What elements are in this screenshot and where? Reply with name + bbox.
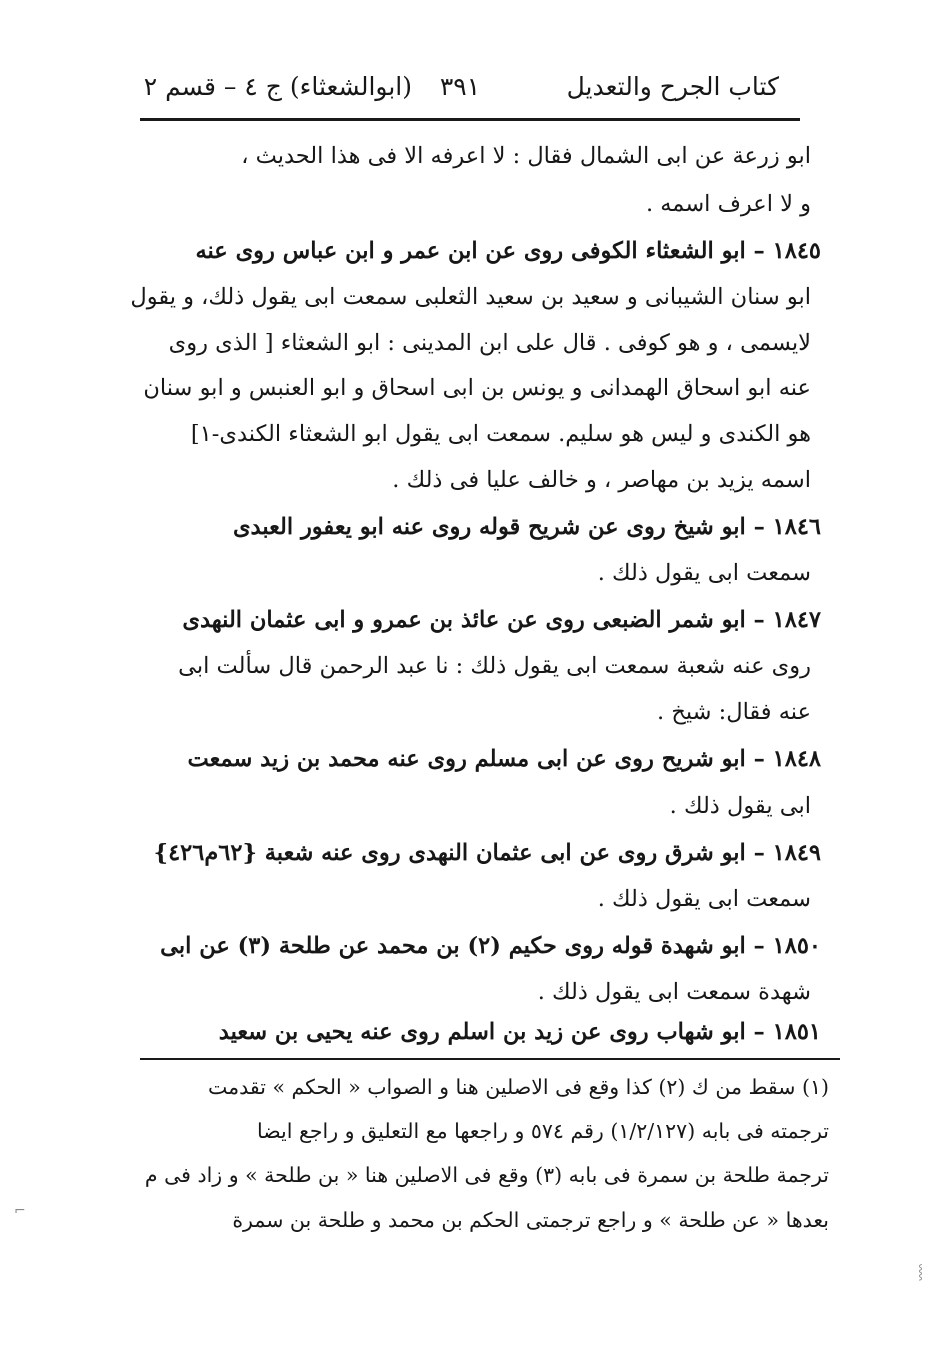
- entry-1848-line: ١٨٤٨ – ابو شريح روى عن ابى مسلم روى عنه محمد بن زيد سمعت: [187, 746, 821, 772]
- body-line: و لا اعرف اسمه .: [645, 191, 811, 217]
- entry-1849-line: ١٨٤٩ – ابو شرق روى عن ابى عثمان النهدى روى عنه شعبة {٦٢م٤٢٦}: [153, 840, 821, 866]
- footnote-rule: [140, 1058, 840, 1060]
- footnote-line: (١) سقط من ك (٢) كذا وقع فى الاصلين هنا و الصواب « الحكم » تقدمت: [208, 1075, 829, 1099]
- body-line: هو الكندى و ليس هو سليم. سمعت ابى يقول ابو الشعثاء الكندى-١]: [190, 421, 811, 447]
- entry-1850-line: ١٨٥٠ – ابو شهدة قوله روى حكيم (٢) بن محمد عن طلحة (٣) عن ابى: [160, 933, 821, 959]
- body-line: عنه ابو اسحاق الهمدانى و يونس بن ابى اسحاق و ابو العنبس و ابو سنان: [143, 375, 811, 401]
- body-line: سمعت ابى يقول ذلك .: [597, 886, 811, 912]
- body-line: شهدة سمعت ابى يقول ذلك .: [537, 979, 811, 1005]
- book-title: كتاب الجرح والتعديل: [566, 72, 779, 101]
- body-line: ابو زرعة عن ابى الشمال فقال : لا اعرفه الا فى هذا الحديث ،: [241, 143, 811, 169]
- footnote-line: ترجمته فى بابه (١/٢/١٢٧) رقم ٥٧٤ و راجعها مع التعليق و راجع ايضا: [257, 1119, 829, 1143]
- entry-1847-line: ١٨٤٧ – ابو شمر الضبعى روى عن عائذ بن عمرو و ابى عثمان النهدى: [182, 607, 821, 633]
- body-line: اسمه يزيد بن مهاصر ، و خالف عليا فى ذلك .: [392, 467, 811, 493]
- footnote-line: بعدها « عن طلحة » و راجع ترجمتى الحكم بن محمد و طلحة بن سمرة: [232, 1208, 829, 1232]
- body-line: عنه فقال: شيخ .: [657, 699, 811, 725]
- page-number: ٣٩١: [439, 72, 481, 101]
- header-rule: [140, 118, 800, 121]
- entry-1851-line: ١٨٥١ – ابو شهاب روى عن زيد بن اسلم روى عنه يحيى بن سعيد: [218, 1019, 821, 1045]
- footnote-line: ترجمة طلحة بن سمرة فى بابه (٣) وقع فى الاصلين هنا « بن طلحة » و زاد فى م: [144, 1163, 829, 1187]
- scan-speck: ⌐: [14, 1203, 26, 1219]
- body-line: سمعت ابى يقول ذلك .: [597, 560, 811, 586]
- entry-1845-line: ١٨٤٥ – ابو الشعثاء الكوفى روى عن ابن عمر و ابن عباس روى عنه: [195, 238, 821, 264]
- body-line: روى عنه شعبة سمعت ابى يقول ذلك : نا عبد الرحمن قال سألت ابى: [178, 653, 811, 679]
- body-line: لايسمى ، و هو كوفى . قال على ابن المدينى : ابو الشعثاء [ الذى روى: [168, 330, 811, 356]
- body-line: ابو سنان الشيبانى و سعيد بن سعيد الثعلبى سمعت ابى يقول ذلك، و يقول: [130, 284, 811, 310]
- body-line: ابى يقول ذلك .: [669, 793, 811, 819]
- section-label: (ابوالشعثاء) ج ٤ – قسم ٢: [143, 72, 412, 101]
- entry-1846-line: ١٨٤٦ – ابو شيخ روى عن شريح قوله روى عنه ابو يعفور العبدى: [232, 514, 821, 540]
- scan-speck: ⸾: [918, 1264, 924, 1280]
